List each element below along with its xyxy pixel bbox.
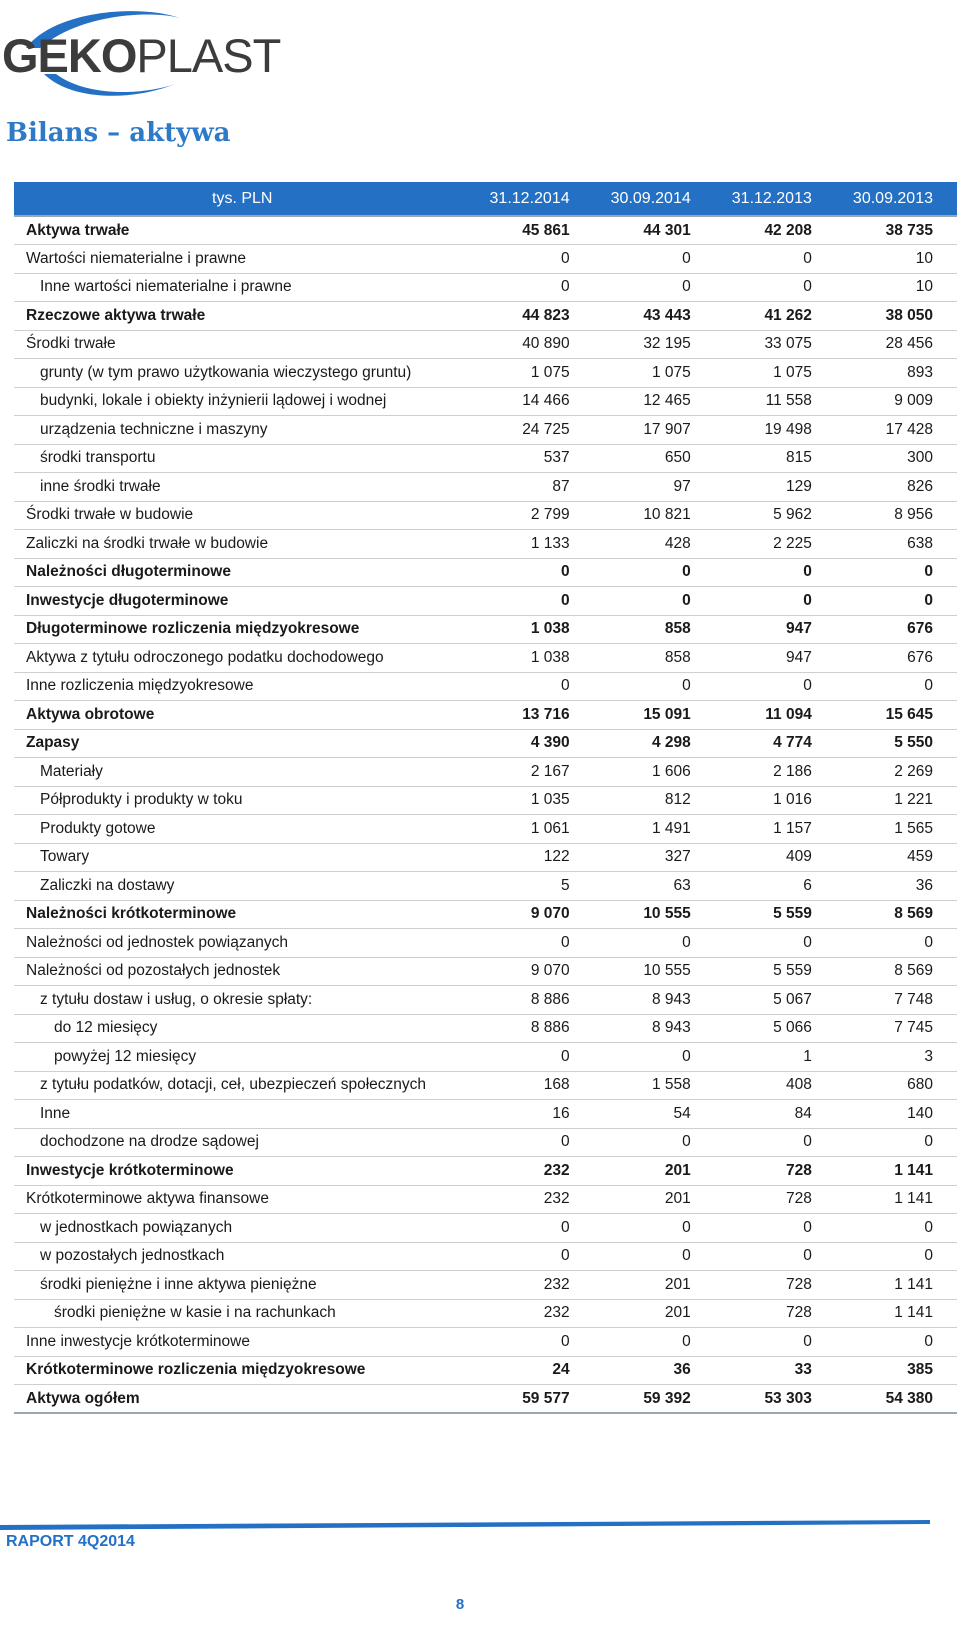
row-value: 59 577: [522, 1389, 570, 1407]
row-value: 0: [803, 677, 812, 695]
table-row: [14, 957, 957, 986]
row-value: 13 716: [522, 705, 570, 723]
table-row: [14, 758, 957, 787]
row-label: Aktywa ogółem: [26, 1389, 140, 1407]
table-row: [14, 986, 957, 1015]
row-value: 44 823: [522, 306, 570, 324]
row-value: 0: [682, 1133, 691, 1151]
row-value: 1 491: [651, 819, 691, 837]
row-value: 201: [664, 1304, 691, 1322]
row-value: 1 038: [530, 648, 570, 666]
table-row: [14, 1043, 957, 1072]
row-label: Środki trwałe w budowie: [26, 506, 194, 524]
row-value: 680: [907, 1076, 933, 1094]
row-label: Aktywa trwałe: [26, 221, 130, 239]
table-row: [14, 273, 957, 302]
row-value: 0: [560, 1247, 570, 1265]
row-value: 893: [907, 363, 933, 381]
row-value: 1 133: [530, 534, 570, 552]
row-value: 97: [673, 477, 691, 495]
row-value: 8 943: [651, 990, 691, 1008]
row-label: Aktywa z tytułu odroczonego podatku dochodowego: [26, 648, 384, 666]
row-value: 728: [785, 1304, 812, 1322]
row-label: Półprodukty i produkty w toku: [40, 791, 243, 809]
table-row: [14, 1071, 957, 1100]
row-value: 11 094: [765, 705, 812, 723]
row-value: 17 907: [643, 420, 691, 438]
row-value: 7 745: [894, 1019, 933, 1037]
row-value: 0: [560, 591, 570, 609]
row-label: Długoterminowe rozliczenia międzyokresowe: [26, 620, 360, 638]
table-row: [14, 416, 957, 445]
row-value: 232: [543, 1304, 570, 1322]
table-row: [14, 1157, 957, 1186]
table-row: [14, 245, 957, 274]
table-row: [14, 1242, 957, 1271]
row-value: 15 645: [885, 705, 933, 723]
row-value: 32 195: [643, 335, 691, 353]
table-row: [14, 729, 957, 758]
row-value: 24 725: [522, 420, 570, 438]
row-label: Inne: [40, 1104, 71, 1122]
table-row: [14, 786, 957, 815]
table-row: [14, 387, 957, 416]
row-label: Zaliczki na dostawy: [40, 876, 175, 894]
row-value: 54: [673, 1104, 691, 1122]
row-value: 650: [664, 449, 691, 467]
row-value: 9 070: [530, 962, 570, 980]
row-value: 12 465: [643, 392, 691, 410]
row-value: 1 035: [530, 791, 570, 809]
row-value: 428: [664, 534, 691, 552]
row-value: 0: [924, 563, 933, 581]
row-value: 201: [664, 1161, 691, 1179]
row-value: 1 565: [894, 819, 933, 837]
row-value: 129: [785, 477, 812, 495]
row-value: 728: [785, 1161, 812, 1179]
row-value: 4 774: [773, 734, 812, 752]
row-value: 1 061: [530, 819, 570, 837]
row-value: 10 555: [643, 962, 691, 980]
row-value: 53 303: [764, 1389, 812, 1407]
row-value: 11 558: [765, 392, 812, 410]
row-label: Inne rozliczenia międzyokresowe: [26, 677, 254, 695]
row-value: 1 141: [894, 1275, 933, 1293]
table-row: [14, 615, 957, 644]
row-value: 0: [560, 1133, 570, 1151]
row-value: 6: [803, 876, 812, 894]
row-value: 16: [552, 1104, 570, 1122]
table-header-row: [14, 182, 957, 216]
row-value: 10: [915, 249, 933, 267]
table-row: [14, 587, 957, 616]
header-col-2: 30.09.2014: [610, 189, 691, 207]
row-value: 858: [664, 648, 691, 666]
row-value: 41 262: [764, 306, 812, 324]
row-value: 0: [803, 1218, 812, 1236]
table-row: [14, 558, 957, 587]
table-row: [14, 815, 957, 844]
balance-sheet-table: [14, 182, 957, 1414]
row-value: 327: [664, 848, 691, 866]
table-row: [14, 473, 957, 502]
table-row: [14, 1271, 957, 1300]
row-value: 9 009: [894, 392, 933, 410]
row-value: 826: [907, 477, 933, 495]
table-row: [14, 444, 957, 473]
row-value: 728: [785, 1275, 812, 1293]
row-value: 1 606: [651, 762, 691, 780]
table-row: [14, 1356, 957, 1385]
row-value: 638: [907, 534, 933, 552]
row-value: 19 498: [764, 420, 812, 438]
row-value: 33: [794, 1361, 812, 1379]
row-value: 0: [682, 563, 691, 581]
table-row: [14, 530, 957, 559]
row-label: Inwestycje krótkoterminowe: [26, 1161, 234, 1179]
row-value: 232: [543, 1275, 570, 1293]
row-value: 1 157: [773, 819, 812, 837]
row-value: 0: [803, 1332, 812, 1350]
table-row: [14, 1328, 957, 1357]
row-label: urządzenia techniczne i maszyny: [40, 420, 268, 438]
row-label: dochodzone na drodze sądowej: [40, 1133, 259, 1151]
row-value: 0: [803, 591, 812, 609]
row-value: 1 075: [651, 363, 691, 381]
row-value: 8 886: [530, 1019, 570, 1037]
row-value: 1 038: [530, 620, 570, 638]
table-row: [14, 1014, 957, 1043]
table-row: [14, 701, 957, 730]
row-value: 5 559: [773, 962, 812, 980]
row-value: 0: [682, 1332, 691, 1350]
row-value: 36: [915, 876, 933, 894]
header-col-3: 31.12.2013: [731, 189, 812, 207]
row-value: 0: [924, 677, 933, 695]
row-value: 0: [803, 249, 812, 267]
row-value: 45 861: [522, 221, 570, 239]
footer-divider: [0, 1518, 960, 1532]
row-value: 8 569: [894, 905, 933, 923]
row-value: 2 799: [530, 506, 570, 524]
row-label: z tytułu podatków, dotacji, ceł, ubezpieczeń społecznych: [40, 1076, 427, 1094]
row-label: Wartości niematerialne i prawne: [26, 249, 246, 267]
table-row: [14, 359, 957, 388]
logo-text-geko: GEKO: [2, 29, 137, 82]
row-label: Towary: [40, 848, 90, 866]
row-value: 0: [924, 591, 933, 609]
row-value: 8 886: [530, 990, 570, 1008]
row-value: 87: [552, 477, 570, 495]
row-label: Inwestycje długoterminowe: [26, 591, 229, 609]
table-row: [14, 672, 957, 701]
row-value: 201: [664, 1190, 691, 1208]
row-value: 10 555: [643, 905, 691, 923]
row-value: 0: [924, 1247, 933, 1265]
row-value: 38 050: [885, 306, 933, 324]
row-label: Środki trwałe: [26, 335, 116, 353]
row-value: 676: [907, 648, 933, 666]
row-label: w pozostałych jednostkach: [40, 1247, 225, 1265]
row-value: 0: [803, 278, 812, 296]
table-row: [14, 1128, 957, 1157]
row-value: 201: [664, 1275, 691, 1293]
header-col-4: 30.09.2013: [852, 189, 933, 207]
row-value: 2 269: [894, 762, 933, 780]
row-value: 385: [907, 1361, 933, 1379]
row-value: 59 392: [643, 1389, 691, 1407]
row-value: 63: [673, 876, 691, 894]
table-row: [14, 501, 957, 530]
row-label: w jednostkach powiązanych: [40, 1218, 233, 1236]
row-value: 15 091: [643, 705, 691, 723]
row-value: 300: [907, 449, 933, 467]
table-row: [14, 216, 957, 245]
row-value: 0: [682, 1247, 691, 1265]
row-value: 54 380: [885, 1389, 933, 1407]
row-value: 0: [924, 1332, 933, 1350]
row-label: Krótkoterminowe aktywa finansowe: [26, 1190, 269, 1208]
row-value: 947: [785, 648, 812, 666]
row-value: 43 443: [643, 306, 691, 324]
row-value: 0: [560, 563, 570, 581]
row-label: środki transportu: [40, 449, 156, 467]
row-value: 1 075: [773, 363, 812, 381]
table-row: [14, 1214, 957, 1243]
row-value: 0: [682, 249, 691, 267]
row-value: 38 735: [885, 221, 933, 239]
row-value: 0: [560, 278, 570, 296]
row-value: 10: [915, 278, 933, 296]
table-row: [14, 843, 957, 872]
table-row: [14, 900, 957, 929]
row-value: 40 890: [522, 335, 570, 353]
table-row: [14, 872, 957, 901]
row-value: 1 221: [894, 791, 933, 809]
page-title: Bilans – aktywa: [6, 118, 231, 148]
row-value: 140: [907, 1104, 933, 1122]
row-label: Zaliczki na środki trwałe w budowie: [26, 534, 269, 552]
row-label: środki pieniężne w kasie i na rachunkach: [54, 1304, 336, 1322]
row-value: 84: [794, 1104, 812, 1122]
row-value: 947: [785, 620, 812, 638]
row-value: 8 569: [894, 962, 933, 980]
row-value: 815: [785, 449, 812, 467]
row-label: powyżej 12 miesięcy: [54, 1047, 197, 1065]
row-value: 409: [785, 848, 812, 866]
row-value: 0: [682, 677, 691, 695]
row-label: Zapasy: [26, 734, 80, 752]
row-value: 8 943: [651, 1019, 691, 1037]
row-label: z tytułu dostaw i usług, o okresie spłaty:: [40, 990, 313, 1008]
row-label: Należności od pozostałych jednostek: [26, 962, 281, 980]
row-value: 1 141: [894, 1304, 933, 1322]
row-value: 0: [803, 563, 812, 581]
row-value: 0: [803, 933, 812, 951]
row-value: 0: [682, 591, 691, 609]
report-name: RAPORT 4Q2014: [6, 1533, 135, 1550]
row-value: 728: [785, 1190, 812, 1208]
row-label: Rzeczowe aktywa trwałe: [26, 306, 206, 324]
row-value: 0: [560, 933, 570, 951]
table-row: [14, 330, 957, 359]
row-label: Produkty gotowe: [40, 819, 156, 837]
row-value: 0: [560, 677, 570, 695]
row-value: 5 550: [894, 734, 933, 752]
row-value: 0: [803, 1247, 812, 1265]
row-value: 0: [924, 1218, 933, 1236]
row-value: 858: [664, 620, 691, 638]
row-value: 8 956: [894, 506, 933, 524]
row-value: 812: [664, 791, 691, 809]
row-value: 0: [560, 249, 570, 267]
row-value: 232: [543, 1161, 570, 1179]
row-value: 0: [803, 1133, 812, 1151]
row-value: 0: [924, 1133, 933, 1151]
row-value: 408: [785, 1076, 812, 1094]
row-value: 232: [543, 1190, 570, 1208]
row-value: 3: [924, 1047, 933, 1065]
row-value: 2 186: [773, 762, 812, 780]
row-value: 537: [543, 449, 570, 467]
row-value: 1 141: [894, 1161, 933, 1179]
row-value: 459: [907, 848, 933, 866]
table-row: [14, 1185, 957, 1214]
row-value: 42 208: [764, 221, 812, 239]
row-value: 24: [552, 1361, 570, 1379]
row-value: 1 075: [530, 363, 570, 381]
logo-text-plast: PLAST: [136, 29, 281, 82]
row-value: 122: [543, 848, 570, 866]
row-value: 5 962: [773, 506, 812, 524]
row-label: inne środki trwałe: [40, 477, 161, 495]
table-row: [14, 1385, 957, 1414]
row-value: 2 167: [530, 762, 570, 780]
row-value: 9 070: [530, 905, 570, 923]
row-label: Materiały: [40, 762, 103, 780]
row-value: 1 558: [651, 1076, 691, 1094]
row-value: 1 141: [894, 1190, 933, 1208]
row-value: 14 466: [522, 392, 570, 410]
table-row: [14, 1100, 957, 1129]
table-row: [14, 302, 957, 331]
row-value: 5 067: [773, 990, 812, 1008]
row-label: budynki, lokale i obiekty inżynierii lądowej i wodnej: [40, 392, 387, 410]
row-label: do 12 miesięcy: [54, 1019, 158, 1037]
row-value: 4 390: [530, 734, 570, 752]
header-unit: tys. PLN: [212, 189, 273, 207]
row-value: 0: [682, 278, 691, 296]
page-number: 8: [455, 1596, 465, 1613]
row-value: 0: [560, 1332, 570, 1350]
row-value: 17 428: [885, 420, 933, 438]
header-col-1: 31.12.2014: [489, 189, 570, 207]
row-label: Krótkoterminowe rozliczenia międzyokresowe: [26, 1361, 366, 1379]
row-value: 5: [560, 876, 570, 894]
row-label: Należności od jednostek powiązanych: [26, 933, 288, 951]
table-row: [14, 644, 957, 673]
table-row: [14, 1299, 957, 1328]
row-value: 4 298: [651, 734, 691, 752]
row-value: 2 225: [773, 534, 812, 552]
row-value: 36: [673, 1361, 691, 1379]
row-value: 0: [924, 933, 933, 951]
row-label: grunty (w tym prawo użytkowania wieczystego gruntu): [40, 363, 412, 381]
row-value: 0: [682, 1047, 691, 1065]
row-value: 44 301: [643, 221, 691, 239]
row-value: 0: [560, 1047, 570, 1065]
row-label: środki pieniężne i inne aktywa pieniężne: [40, 1275, 317, 1293]
row-label: Należności długoterminowe: [26, 563, 231, 581]
row-value: 0: [682, 933, 691, 951]
row-value: 0: [682, 1218, 691, 1236]
table-row: [14, 929, 957, 958]
row-value: 28 456: [885, 335, 933, 353]
row-label: Inne wartości niematerialne i prawne: [40, 278, 292, 296]
row-value: 676: [907, 620, 933, 638]
row-value: 0: [560, 1218, 570, 1236]
row-label: Inne inwestycje krótkoterminowe: [26, 1332, 250, 1350]
row-value: 5 066: [773, 1019, 812, 1037]
row-value: 10 821: [643, 506, 691, 524]
company-logo: [0, 4, 281, 104]
row-value: 5 559: [773, 905, 812, 923]
row-value: 7 748: [894, 990, 933, 1008]
row-value: 168: [543, 1076, 570, 1094]
row-value: 33 075: [764, 335, 812, 353]
row-label: Aktywa obrotowe: [26, 705, 155, 723]
row-value: 1 016: [773, 791, 812, 809]
row-value: 1: [803, 1047, 812, 1065]
row-label: Należności krótkoterminowe: [26, 905, 237, 923]
